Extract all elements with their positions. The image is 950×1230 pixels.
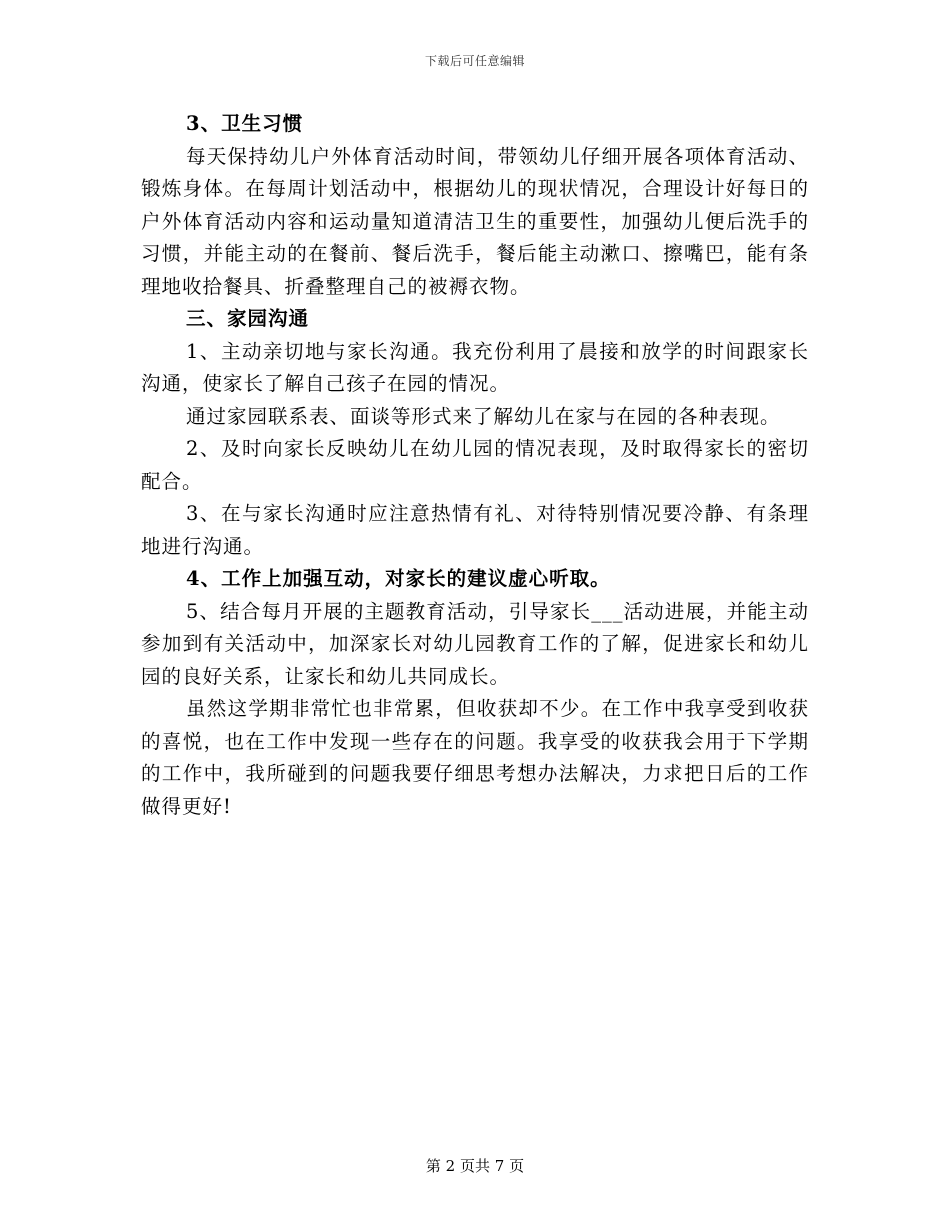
document-body [141,108,809,823]
paragraph-communication-4: 4、工作上加强互动，对家长的建议虚心听取。 [186,567,611,590]
page-header: 下载后可任意编辑 [424,54,525,68]
paragraph-communication-3: 3、在与家长沟通时应注意热情有礼、对待特别情况要冷静、有条理地进行沟通。 [141,502,809,558]
heading-hygiene-habits: 3、卫生习惯 [186,112,304,135]
paragraph-contact-forms: 通过家园联系表、面谈等形式来了解幼儿在家与在园的各种表现。 [186,404,781,428]
heading-home-school-communication: 三、家园沟通 [186,307,310,330]
paragraph-hygiene: 每天保持幼儿户外体育活动时间，带领幼儿仔细开展各项体育活动、锻炼身体。在每周计划活动中，根据幼儿的现状情况，合理设计好每日的户外体育活动内容和运动量知道清洁卫生的重要性，加强幼儿便后洗手的习惯，并能主动的在餐前、餐后洗手，餐后能主动漱口、擦嘴巴，能有条理地收拾餐具、折叠整理自己的被褥衣物。 [141,144,809,298]
page-footer: 第 2 页共 7 页 [425,1157,525,1175]
paragraph-conclusion: 虽然这学期非常忙也非常累，但收获却不少。在工作中我享受到收获的喜悦，也在工作中发现一些存在的问题。我享受的收获我会用于下学期的工作中，我所碰到的问题我要仔细思考想办法解决，力求把日后的工作做得更好! [141,697,809,818]
paragraph-communication-2: 2、及时向家长反映幼儿在幼儿园的情况表现，及时取得家长的密切配合。 [141,437,809,493]
paragraph-communication-5: 5、结合每月开展的主题教育活动，引导家长___活动进展，并能主动参加到有关活动中，加深家长对幼儿园教育工作的了解，促进家长和幼儿园的良好关系，让家长和幼儿共同成长。 [141,599,809,688]
paragraph-communication-1: 1、主动亲切地与家长沟通。我充份利用了晨接和放学的时间跟家长沟通，使家长了解自己孩子在园的情况。 [141,339,809,395]
